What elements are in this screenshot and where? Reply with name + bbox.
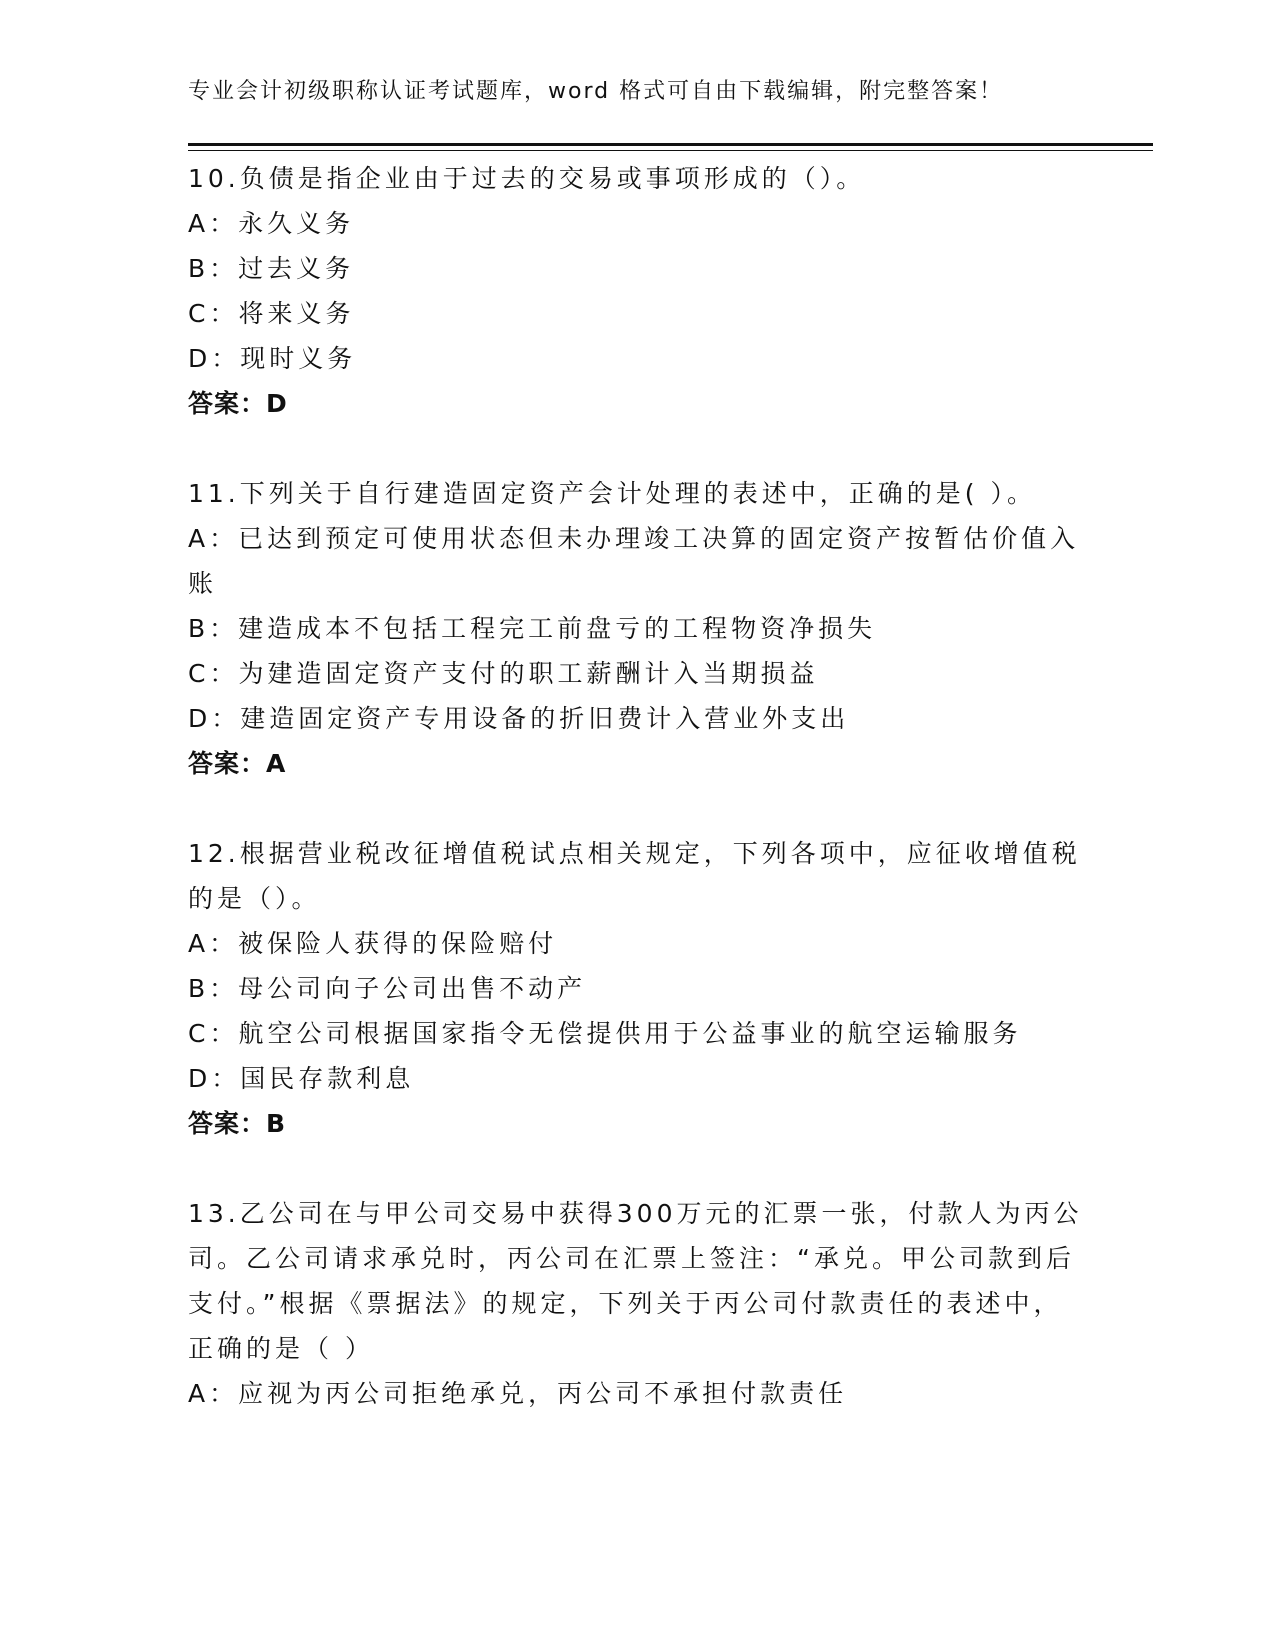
question-10 <box>188 156 1088 426</box>
question-stem: 11.下列关于自行建造固定资产会计处理的表述中，正确的是( ）。 <box>188 479 1036 508</box>
header-rule-thin <box>188 150 1153 151</box>
option-c: C：为建造固定资产支付的职工薪酬计入当期损益 <box>188 659 819 688</box>
option-a: A：应视为丙公司拒绝承兑，丙公司不承担付款责任 <box>188 1379 848 1408</box>
option-b: B：母公司向子公司出售不动产 <box>188 974 587 1003</box>
page-header: 专业会计初级职称认证考试题库，word 格式可自由下载编辑，附完整答案！ <box>188 79 1004 104</box>
question-stem: 10.负债是指企业由于过去的交易或事项形成的（）。 <box>188 164 866 193</box>
question-11 <box>188 471 1088 786</box>
answer: 答案：A <box>188 749 287 778</box>
answer: 答案：D <box>188 389 288 418</box>
option-a: A：已达到预定可使用状态但未办理竣工决算的固定资产按暂估价值入账 <box>188 524 1080 598</box>
option-c: C：航空公司根据国家指令无偿提供用于公益事业的航空运输服务 <box>188 1019 1022 1048</box>
option-b: B：过去义务 <box>188 254 355 283</box>
question-stem: 12.根据营业税改征增值税试点相关规定，下列各项中，应征收增值税的是（）。 <box>188 839 1081 913</box>
option-d: D：现时义务 <box>188 344 357 373</box>
question-stem: 13.乙公司在与甲公司交易中获得300万元的汇票一张，付款人为丙公司。乙公司请求承兑时，丙公司在汇票上签注：“承兑。甲公司款到后支付。”根据《票据法》的规定，下列关于丙公司付款责任的表述中，正确的是（ ） <box>188 1199 1083 1363</box>
option-d: D：国民存款利息 <box>188 1064 415 1093</box>
question-13 <box>188 1191 1088 1416</box>
question-list <box>188 156 1088 1461</box>
option-c: C：将来义务 <box>188 299 355 328</box>
option-b: B：建造成本不包括工程完工前盘亏的工程物资净损失 <box>188 614 877 643</box>
question-12 <box>188 831 1088 1146</box>
answer: 答案：B <box>188 1109 287 1138</box>
option-a: A：被保险人获得的保险赔付 <box>188 929 558 958</box>
option-a: A：永久义务 <box>188 209 355 238</box>
header-rule-thick <box>188 143 1153 146</box>
option-d: D：建造固定资产专用设备的折旧费计入营业外支出 <box>188 704 850 733</box>
